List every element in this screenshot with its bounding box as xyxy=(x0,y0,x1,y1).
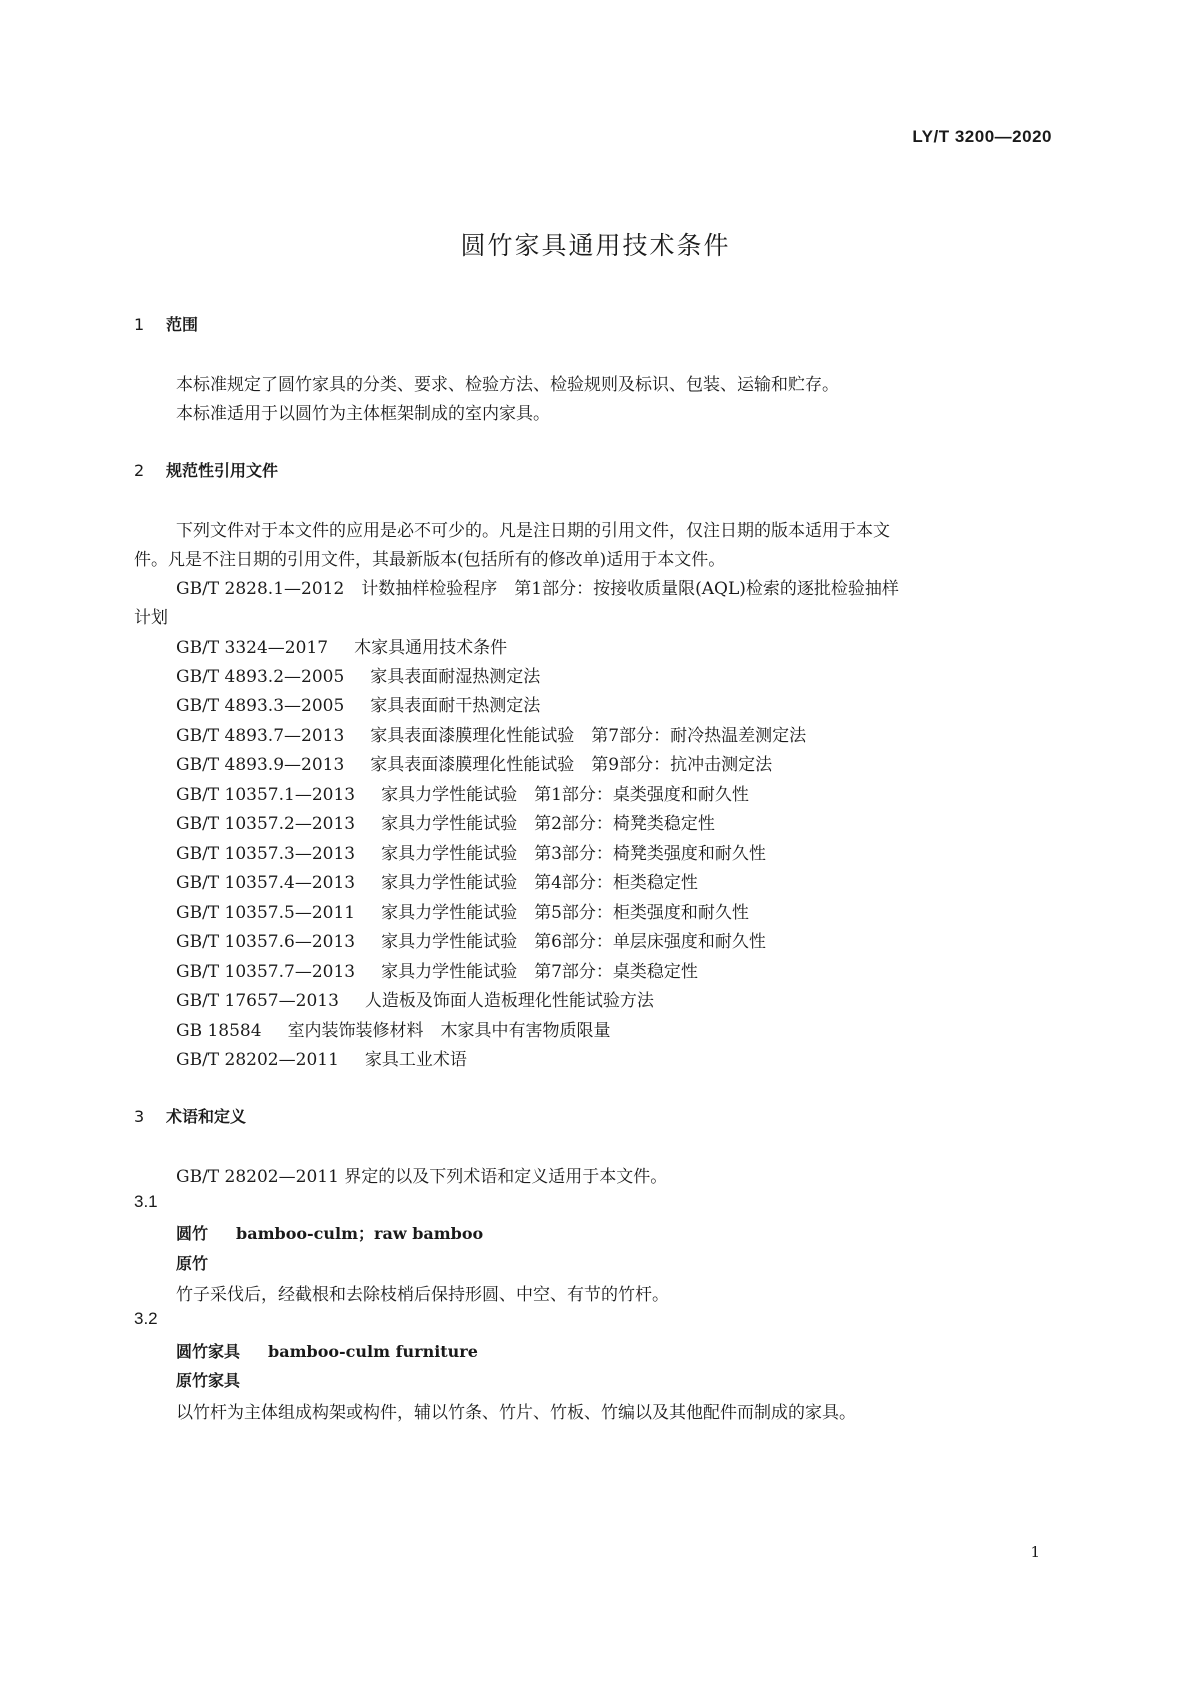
term-alternative: 原竹 xyxy=(176,1254,209,1273)
reference-title: 木家具通用技术条件 xyxy=(354,638,508,658)
reference-entry xyxy=(176,927,766,952)
reference-title: 家具力学性能试验 第4部分：柜类稳定性 xyxy=(381,873,698,893)
reference-code: GB 18584 xyxy=(176,1021,262,1041)
section-title: 范围 xyxy=(166,315,199,334)
document-title: 圆竹家具通用技术条件 xyxy=(460,231,731,260)
reference-code: GB/T 4893.7—2013 xyxy=(176,726,345,746)
reference-title: 家具力学性能试验 第6部分：单层床强度和耐久性 xyxy=(381,932,766,952)
document-code: LY/T 3200—2020 xyxy=(912,127,1052,146)
paragraph: 本标准适用于以圆竹为主体框架制成的室内家具。 xyxy=(176,404,550,424)
reference-entry xyxy=(176,1045,467,1070)
section-3-heading xyxy=(134,1104,246,1127)
section-1-heading xyxy=(134,312,198,335)
reference-entry xyxy=(176,868,698,893)
reference-code: GB/T 10357.1—2013 xyxy=(176,785,356,805)
reference-entry xyxy=(176,957,698,982)
reference-code: GB/T 10357.7—2013 xyxy=(176,962,356,982)
reference-code: GB/T 4893.3—2005 xyxy=(176,696,345,716)
reference-entry: GB/T 2828.1—2012 计数抽样检验程序 第1部分：按接收质量限(AQL)检索的逐批检验抽样 xyxy=(176,579,899,599)
reference-code: GB/T 10357.2—2013 xyxy=(176,814,356,834)
reference-entry xyxy=(176,662,540,687)
reference-title: 人造板及饰面人造板理化性能试验方法 xyxy=(364,991,654,1011)
reference-title: 家具力学性能试验 第7部分：桌类稳定性 xyxy=(381,962,698,982)
term-definition: 以竹杆为主体组成构架或构件，辅以竹条、竹片、竹板、竹编以及其他配件而制成的家具。 xyxy=(176,1403,856,1423)
paragraph: 本标准规定了圆竹家具的分类、要求、检验方法、检验规则及标识、包装、运输和贮存。 xyxy=(176,375,839,395)
reference-code: GB/T 17657—2013 xyxy=(176,991,339,1011)
reference-title: 家具表面漆膜理化性能试验 第7部分：耐冷热温差测定法 xyxy=(370,726,807,746)
section-title: 规范性引用文件 xyxy=(166,461,279,480)
reference-code: GB/T 10357.5—2011 xyxy=(176,903,356,923)
section-number: 3 xyxy=(134,1107,145,1126)
reference-continuation: 计划 xyxy=(134,608,168,628)
section-2-heading xyxy=(134,458,278,481)
reference-title: 室内装饰装修材料 木家具中有害物质限量 xyxy=(287,1021,611,1041)
reference-entry xyxy=(176,898,749,923)
paragraph: 下列文件对于本文件的应用是必不可少的。凡是注日期的引用文件，仅注日期的版本适用于本文 xyxy=(176,521,890,541)
reference-entry xyxy=(176,839,766,864)
term-en: bamboo-culm furniture xyxy=(268,1342,478,1361)
reference-entry xyxy=(176,750,772,775)
reference-title: 家具力学性能试验 第1部分：桌类强度和耐久性 xyxy=(381,785,749,805)
term-zh: 圆竹家具 xyxy=(176,1342,241,1361)
reference-title: 家具表面漆膜理化性能试验 第9部分：抗冲击测定法 xyxy=(370,755,773,775)
reference-entry xyxy=(176,691,540,716)
section-number: 1 xyxy=(134,315,145,334)
reference-entry xyxy=(176,809,715,834)
reference-code: GB/T 3324—2017 xyxy=(176,638,329,658)
term-number: 3.1 xyxy=(134,1192,158,1211)
reference-title: 家具表面耐干热测定法 xyxy=(370,696,541,716)
reference-entry xyxy=(176,721,806,746)
reference-entry xyxy=(176,986,654,1011)
page-number: 1 xyxy=(1030,1543,1040,1561)
reference-title: 家具力学性能试验 第2部分：椅凳类稳定性 xyxy=(381,814,715,834)
reference-entry xyxy=(176,780,749,805)
term-heading xyxy=(176,1339,478,1362)
term-zh: 圆竹 xyxy=(176,1224,209,1243)
reference-title: 家具力学性能试验 第5部分：柜类强度和耐久性 xyxy=(381,903,749,923)
reference-title: 家具工业术语 xyxy=(364,1050,467,1070)
reference-code: GB/T 4893.9—2013 xyxy=(176,755,345,775)
reference-code: GB/T 10357.6—2013 xyxy=(176,932,356,952)
section-number: 2 xyxy=(134,461,145,480)
reference-entry xyxy=(176,633,507,658)
reference-code: GB/T 28202—2011 xyxy=(176,1050,339,1070)
term-number: 3.2 xyxy=(134,1309,158,1328)
section-title: 术语和定义 xyxy=(166,1107,247,1126)
reference-code: GB/T 4893.2—2005 xyxy=(176,667,345,687)
reference-title: 家具力学性能试验 第3部分：椅凳类强度和耐久性 xyxy=(381,844,766,864)
paragraph-continuation: 件。凡是不注日期的引用文件，其最新版本(包括所有的修改单)适用于本文件。 xyxy=(134,550,726,570)
term-definition: 竹子采伐后，经截根和去除枝梢后保持形圆、中空、有节的竹杆。 xyxy=(176,1285,669,1305)
term-alternative: 原竹家具 xyxy=(176,1371,241,1390)
reference-code: GB/T 10357.3—2013 xyxy=(176,844,356,864)
paragraph: GB/T 28202—2011 界定的以及下列术语和定义适用于本文件。 xyxy=(176,1167,668,1187)
reference-entry xyxy=(176,1016,611,1041)
reference-code: GB/T 10357.4—2013 xyxy=(176,873,356,893)
term-en: bamboo-culm；raw bamboo xyxy=(236,1224,484,1243)
reference-title: 家具表面耐湿热测定法 xyxy=(370,667,541,687)
term-heading xyxy=(176,1221,483,1244)
